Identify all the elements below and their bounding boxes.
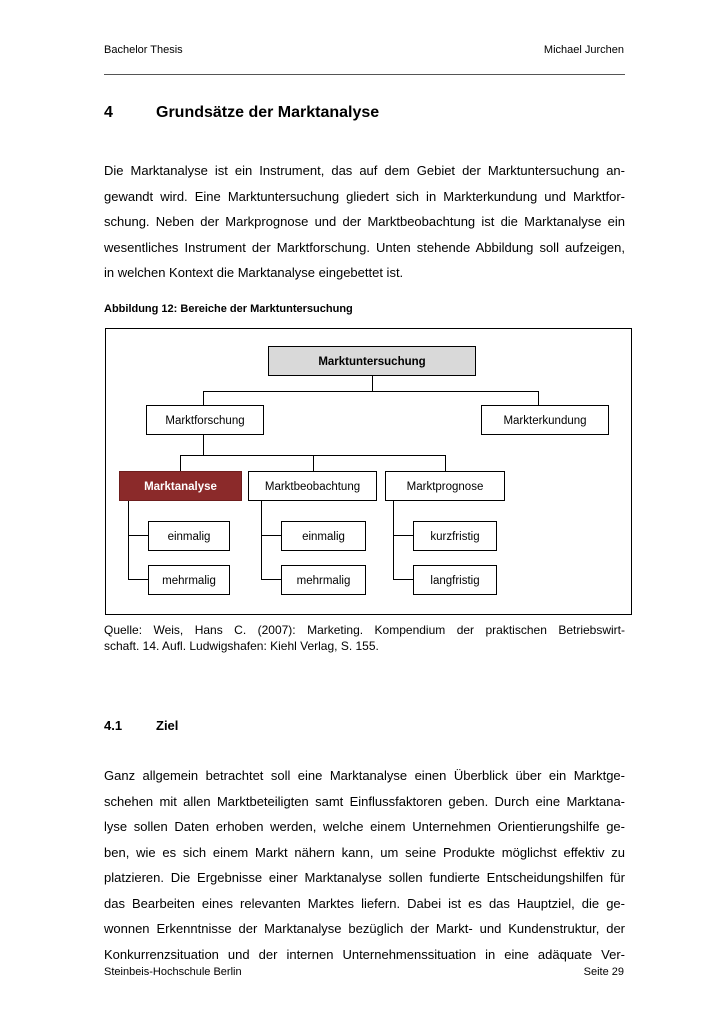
header-left: Bachelor Thesis: [104, 44, 183, 56]
paragraph-line: schehen mit allen Marktbeteiligten samt Einflussfaktoren geben. Durch eine Marktana-: [104, 793, 625, 809]
connector: [393, 579, 413, 580]
connector: [393, 501, 394, 579]
footer-left: Steinbeis-Hochschule Berlin: [104, 966, 242, 978]
connector: [203, 435, 204, 455]
paragraph-line: Die Marktanalyse ist ein Instrument, das auf dem Gebiet der Marktuntersuchung an-: [104, 163, 625, 178]
source-line: Quelle: Weis, Hans C. (2007): Marketing. Kompendium der praktischen Betriebswirt-: [104, 623, 625, 637]
figure-source: [104, 622, 625, 654]
paragraph-line: wesentliches Instrument der Marktforschung. Unten stehende Abbildung soll aufzeigen,: [104, 239, 625, 255]
node-marktforschung: Marktforschung: [146, 405, 264, 435]
paragraph-line: platzieren. Die Ergebnisse einer Marktanalyse sollen fundierte Entscheidungshilfen für: [104, 870, 625, 885]
node-beobachtung-einmalig: einmalig: [281, 521, 366, 551]
paragraph-line: gewandt wird. Eine Marktuntersuchung gliedert sich in Markterkundung und Marktfor-: [104, 188, 625, 204]
node-marktuntersuchung: Marktuntersuchung: [268, 346, 476, 376]
node-analyse-mehrmalig: mehrmalig: [148, 565, 230, 595]
connector: [180, 455, 181, 471]
chapter-heading: [104, 104, 379, 122]
node-prognose-kurzfristig: kurzfristig: [413, 521, 497, 551]
source-line: schaft. 14. Aufl. Ludwigshafen: Kiehl Verlag, S. 155.: [104, 639, 379, 653]
node-marktbeobachtung: Marktbeobachtung: [248, 471, 377, 501]
connector: [128, 501, 129, 579]
paragraph-line: ben, wie es sich einem Markt nähern kann, um seine Produkte möglichst effektiv zu: [104, 844, 625, 860]
subsection-heading: [104, 718, 178, 733]
node-markterkundung: Markterkundung: [481, 405, 609, 435]
connector: [261, 501, 262, 579]
figure-frame: [105, 328, 632, 615]
header-right: Michael Jurchen: [543, 44, 624, 56]
node-marktprognose: Marktprognose: [385, 471, 505, 501]
paragraph-line: in welchen Kontext die Marktanalyse eingebettet ist.: [104, 265, 404, 280]
intro-paragraph: [104, 158, 625, 286]
chapter-title: Grundsätze der Marktanalyse: [156, 104, 380, 121]
connector: [313, 455, 314, 471]
subsection-number: 4.1: [104, 718, 123, 733]
paragraph-line: das Bearbeiten eines relevanten Marktes liefern. Dabei ist es das Hauptziel, die ge-: [104, 895, 625, 911]
connector: [372, 376, 373, 391]
connector: [261, 535, 281, 536]
connector: [128, 579, 148, 580]
connector: [203, 391, 538, 392]
goal-paragraph: [104, 763, 625, 967]
connector: [203, 391, 204, 405]
chapter-number: 4: [104, 104, 113, 121]
header-rule: [104, 74, 625, 75]
paragraph-line: wonnen Erkenntnisse der Marktanalyse bezüglich der Markt- und Kundenstruktur, der: [104, 921, 625, 936]
paragraph-line: Ganz allgemein betrachtet soll eine Marktanalyse einen Überblick über ein Marktge-: [104, 768, 625, 783]
paragraph-line: Konkurrenzsituation und der internen Unternehmenssituation in eine adäquate Ver-: [104, 946, 625, 962]
connector: [538, 391, 539, 405]
paragraph-line: lyse sollen Daten erhoben werden, welche einem Unternehmen Orientierungshilfe ge-: [104, 819, 625, 834]
node-prognose-langfristig: langfristig: [413, 565, 497, 595]
subsection-title: Ziel: [156, 718, 179, 733]
node-beobachtung-mehrmalig: mehrmalig: [281, 565, 366, 595]
node-analyse-einmalig: einmalig: [148, 521, 230, 551]
footer-right: Seite 29: [583, 966, 624, 978]
figure-caption: Abbildung 12: Bereiche der Marktuntersuchung: [104, 303, 353, 315]
connector: [393, 535, 413, 536]
paragraph-line: schung. Neben der Markprognose und der Marktbeobachtung ist die Marktanalyse ein: [104, 214, 625, 229]
node-marktanalyse: Marktanalyse: [119, 471, 242, 501]
connector: [445, 455, 446, 471]
connector: [128, 535, 148, 536]
connector: [261, 579, 281, 580]
